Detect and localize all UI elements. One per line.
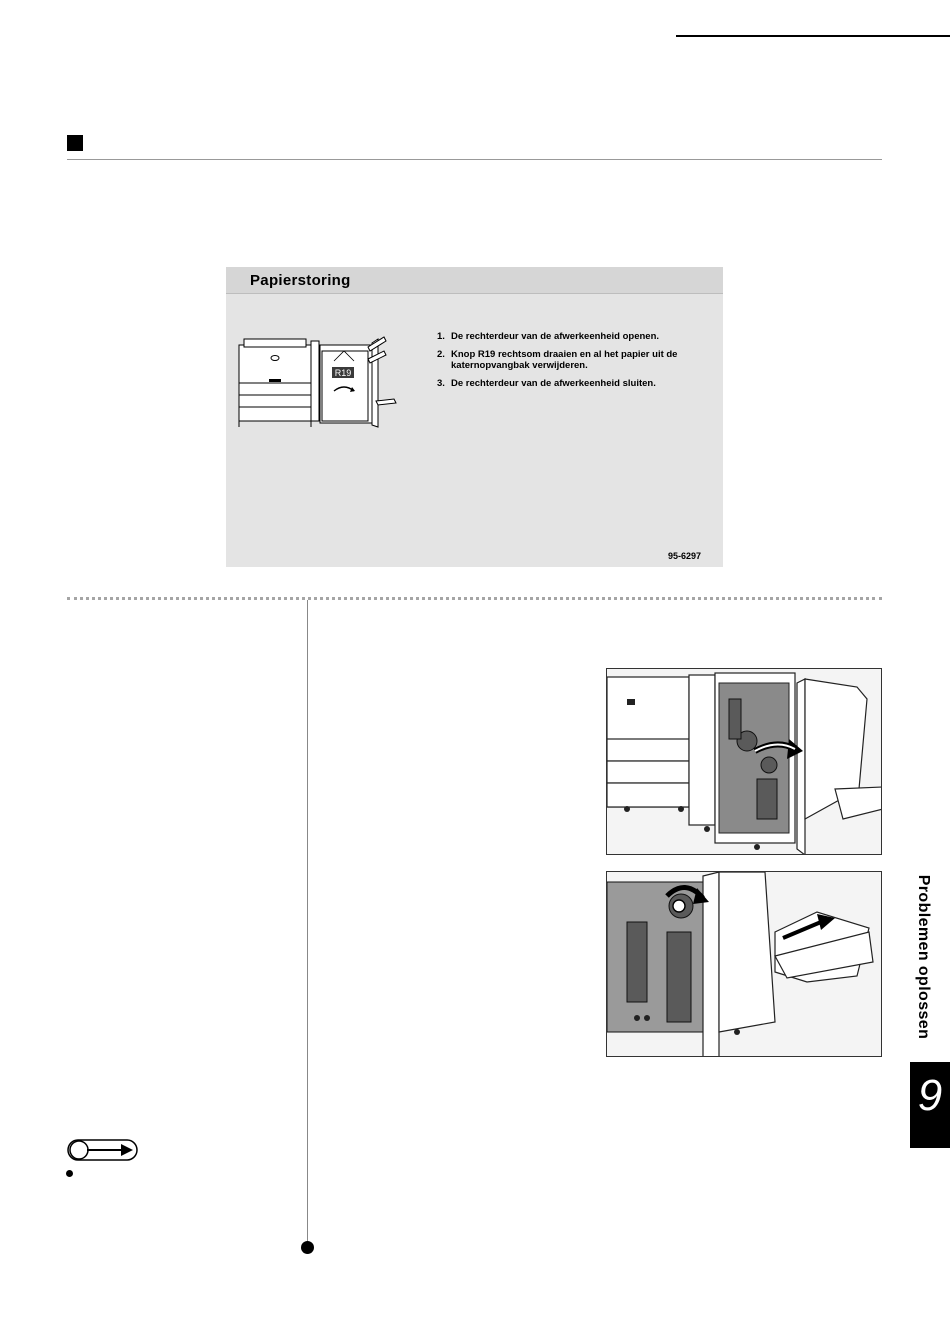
square-bullet-icon (67, 135, 83, 151)
screen-header (226, 267, 723, 294)
chapter-side-title: Problemen oplossen (915, 874, 932, 1040)
step-2: 2. Knop R19 rechtsom draaien en al het papier uit de katernopvangbak verwijderen. (437, 349, 678, 371)
column-end-dot (301, 1241, 314, 1254)
note-arrow-icon (67, 1139, 138, 1161)
step-1: 1. De rechterdeur van de afwerkeenheid openen. (437, 331, 660, 342)
section-divider (67, 159, 882, 160)
screen-title: Papierstoring (250, 272, 351, 289)
note-bullet (66, 1170, 73, 1177)
chapter-number-tab: 9 (910, 1062, 950, 1148)
photo-open-right-door (606, 668, 882, 855)
knob-label: R19 (334, 368, 352, 378)
dotted-separator (67, 597, 882, 600)
screen-message-panel (226, 267, 723, 567)
step-3: 3. De rechterdeur van de afwerkeenheid sluiten. (437, 378, 656, 389)
column-rule (307, 600, 308, 1242)
machine-illustration (236, 333, 402, 433)
photo-turn-knob-r19 (606, 871, 882, 1057)
message-code: 95-6297 (667, 551, 701, 561)
instruction-steps (437, 331, 717, 396)
header-rule (676, 35, 950, 37)
